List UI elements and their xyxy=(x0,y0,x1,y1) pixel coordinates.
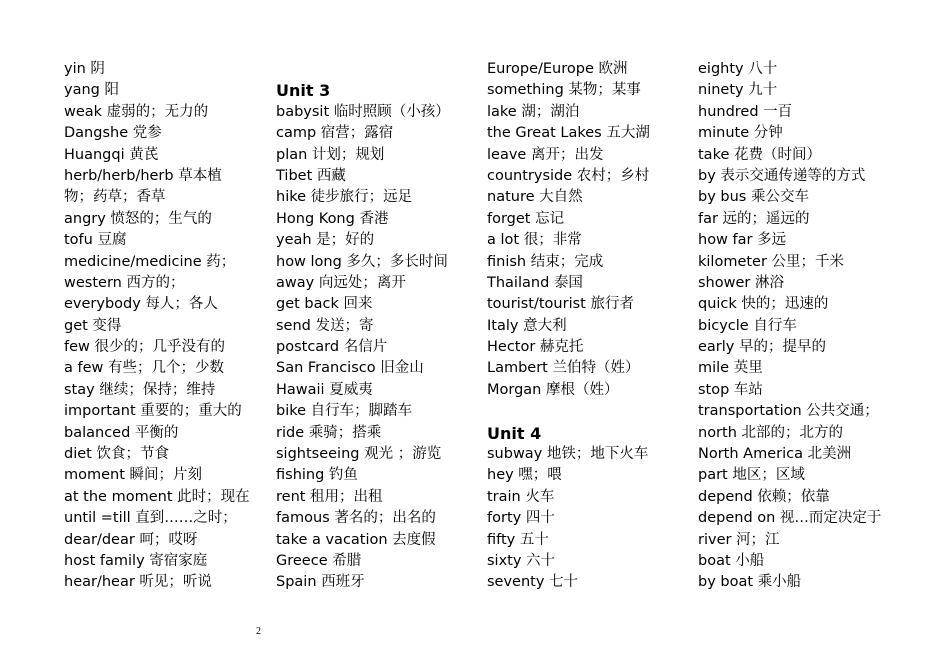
vocab-entry: angry 愤怒的；生气的 xyxy=(64,210,212,227)
vocab-entry: river 河；江 xyxy=(698,531,780,548)
blank-line xyxy=(276,59,481,80)
vocab-entry: finish 结束；完成 xyxy=(487,253,604,270)
vocab-entry: the Great Lakes 五大湖 xyxy=(487,125,650,142)
vocab-entry: San Francisco 旧金山 xyxy=(276,360,424,377)
vocab-entry: a lot 很；非常 xyxy=(487,232,582,249)
vocab-entry: depend on 视…而定决定于 xyxy=(698,510,882,527)
blank-line xyxy=(487,401,692,422)
vocab-entry: kilometer 公里；千米 xyxy=(698,253,845,270)
vocab-entry: plan 计划；规划 xyxy=(276,146,385,163)
vocab-entry: Spain 西班牙 xyxy=(276,574,365,591)
vocab-entry: fifty 五十 xyxy=(487,531,549,548)
vocab-entry: Hong Kong 香港 xyxy=(276,210,389,227)
vocab-entry: at the moment 此时；现在 xyxy=(64,488,250,505)
vocab-entry: rent 租用；出租 xyxy=(276,488,383,505)
vocab-entry: tourist/tourist 旅行者 xyxy=(487,296,634,313)
vocab-entry: mile 英里 xyxy=(698,360,763,377)
vocab-entry: Lambert 兰伯特（姓） xyxy=(487,360,640,377)
vocab-entry: get 变得 xyxy=(64,317,122,334)
vocab-entry: north 北部的；北方的 xyxy=(698,424,844,441)
vocab-entry: seventy 七十 xyxy=(487,574,579,591)
vocab-entry: everybody 每人；各人 xyxy=(64,296,218,313)
vocab-entry: by bus 乘公交车 xyxy=(698,189,809,206)
vocab-entry: herb/herb/herb 草本植 xyxy=(64,167,222,184)
vocab-entry: lake 湖；湖泊 xyxy=(487,103,580,120)
vocab-entry: Italy 意大利 xyxy=(487,317,567,334)
vocab-entry: fishing 钓鱼 xyxy=(276,467,358,484)
vocab-entry: forget 忘记 xyxy=(487,210,565,227)
vocab-entry: send 发送；寄 xyxy=(276,317,374,334)
vocab-entry: 物；药草；香草 xyxy=(64,189,166,206)
vocab-entry: ninety 九十 xyxy=(698,82,778,99)
vocab-entry: leave 离开；出发 xyxy=(487,146,604,163)
vocab-column-3 xyxy=(487,59,692,594)
vocab-entry: quick 快的；迅速的 xyxy=(698,296,829,313)
vocab-entry: something 某物；某事 xyxy=(487,82,641,99)
vocab-entry: Tibet 西藏 xyxy=(276,167,346,184)
vocab-entry: bike 自行车；脚踏车 xyxy=(276,403,413,420)
vocab-entry: nature 大自然 xyxy=(487,189,583,206)
vocab-entry: far 远的；遥远的 xyxy=(698,210,810,227)
vocab-entry: a few 有些；几个；少数 xyxy=(64,360,224,377)
vocab-entry: yin 阴 xyxy=(64,61,105,77)
unit-heading: Unit 4 xyxy=(487,423,542,443)
vocab-entry: eighty 八十 xyxy=(698,61,778,77)
vocab-entry: by 表示交通传递等的方式 xyxy=(698,167,866,184)
vocab-entry: sixty 六十 xyxy=(487,552,556,569)
vocab-entry: postcard 名信片 xyxy=(276,339,388,356)
vocab-entry: Hawaii 夏威夷 xyxy=(276,381,373,398)
vocab-entry: countryside 农村；乡村 xyxy=(487,167,650,184)
vocab-entry: yeah 是；好的 xyxy=(276,232,375,249)
vocab-entry: host family 寄宿家庭 xyxy=(64,552,208,569)
vocab-entry: dear/dear 呵；哎呀 xyxy=(64,531,198,548)
vocab-entry: depend 依赖；依靠 xyxy=(698,488,830,505)
vocab-entry: take a vacation 去度假 xyxy=(276,531,436,548)
vocab-column-4 xyxy=(698,59,903,594)
vocab-entry: medicine/medicine 药； xyxy=(64,253,236,270)
vocab-column-1 xyxy=(64,59,269,594)
vocab-entry: hundred 一百 xyxy=(698,103,793,120)
vocab-column-2 xyxy=(276,59,481,594)
vocab-entry: hike 徒步旅行；远足 xyxy=(276,189,413,206)
vocab-entry: Huangqi 黄芪 xyxy=(64,146,159,163)
vocab-entry: early 早的；提早的 xyxy=(698,339,826,356)
vocab-entry: hey 嘿；喂 xyxy=(487,467,562,484)
vocab-entry: subway 地铁；地下火车 xyxy=(487,446,649,463)
vocab-entry: Thailand 泰国 xyxy=(487,274,583,291)
vocab-entry: western 西方的； xyxy=(64,274,185,291)
vocab-entry: balanced 平衡的 xyxy=(64,424,179,441)
vocab-entry: by boat 乘小船 xyxy=(698,574,802,591)
vocab-entry: weak 虚弱的；无力的 xyxy=(64,103,209,120)
vocab-entry: stop 车站 xyxy=(698,381,763,398)
vocab-entry: few 很少的；几乎没有的 xyxy=(64,339,225,356)
vocab-entry: Morgan 摩根（姓） xyxy=(487,381,619,398)
vocab-entry: get back 回来 xyxy=(276,296,373,313)
vocab-entry: Europe/Europe 欧洲 xyxy=(487,61,628,77)
unit-heading: Unit 3 xyxy=(276,81,331,101)
vocab-entry: ride 乘骑；搭乘 xyxy=(276,424,382,441)
vocab-entry: train 火车 xyxy=(487,488,555,505)
page-number: 2 xyxy=(256,626,261,637)
vocab-entry: famous 著名的；出名的 xyxy=(276,510,436,527)
vocab-entry: bicycle 自行车 xyxy=(698,317,797,334)
vocab-entry: camp 宿营；露宿 xyxy=(276,125,394,142)
vocab-entry: take 花费（时间） xyxy=(698,146,821,163)
vocab-entry: Greece 希腊 xyxy=(276,552,362,569)
vocab-entry: yang 阳 xyxy=(64,82,119,99)
vocab-entry: transportation 公共交通； xyxy=(698,403,879,420)
vocab-entry: tofu 豆腐 xyxy=(64,232,127,249)
vocab-entry: sightseeing 观光 ；游览 xyxy=(276,446,442,463)
vocab-entry: babysit 临时照顾（小孩） xyxy=(276,103,450,120)
vocab-entry: away 向远处；离开 xyxy=(276,274,406,291)
vocab-entry: North America 北美洲 xyxy=(698,446,852,463)
vocab-entry: diet 饮食；节食 xyxy=(64,446,169,463)
vocab-entry: how far 多远 xyxy=(698,232,787,249)
vocab-entry: hear/hear 听见；听说 xyxy=(64,574,212,591)
vocab-entry: Hector 赫克托 xyxy=(487,339,584,356)
vocab-entry: until =till 直到……之时； xyxy=(64,510,237,527)
vocab-entry: important 重要的；重大的 xyxy=(64,403,242,420)
vocab-entry: part 地区；区域 xyxy=(698,467,805,484)
vocab-entry: minute 分钟 xyxy=(698,125,783,142)
vocab-entry: shower 淋浴 xyxy=(698,274,784,291)
vocab-entry: forty 四十 xyxy=(487,510,555,527)
vocab-entry: Dangshe 党参 xyxy=(64,125,162,142)
vocab-entry: moment 瞬间；片刻 xyxy=(64,467,203,484)
vocab-entry: how long 多久；多长时间 xyxy=(276,253,448,270)
vocab-entry: boat 小船 xyxy=(698,552,765,569)
vocab-entry: stay 继续；保持；维持 xyxy=(64,381,216,398)
